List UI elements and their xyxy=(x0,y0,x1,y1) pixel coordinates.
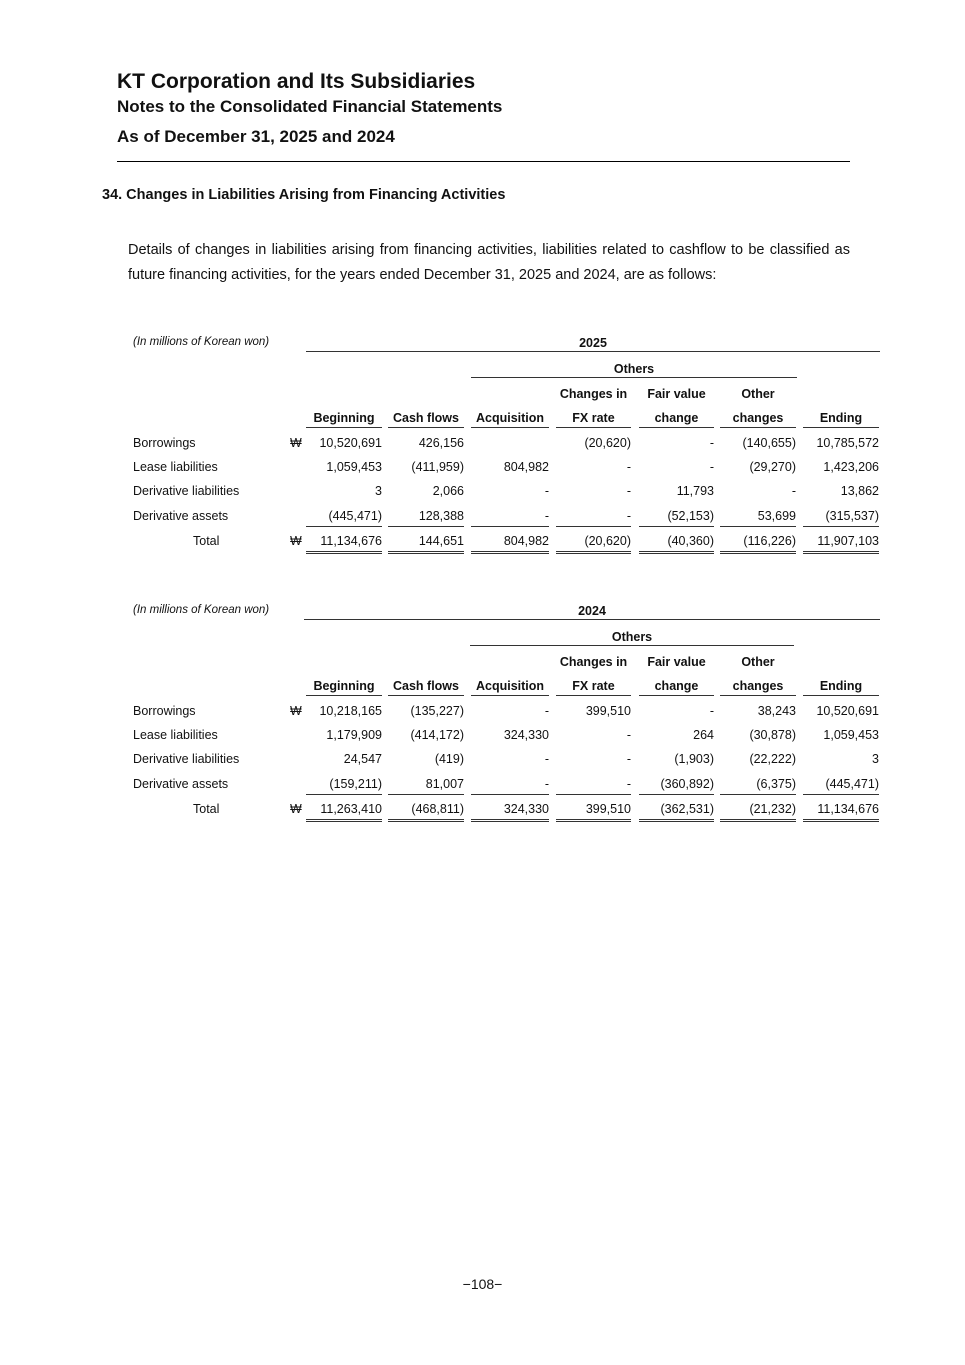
cell-value: (315,537) xyxy=(825,509,879,523)
column-header-fv-bottom: change xyxy=(654,411,699,425)
column-header-other-top: Other xyxy=(741,655,775,669)
year-underline xyxy=(304,619,880,620)
subtotal-underline xyxy=(803,794,879,795)
column-header-underline xyxy=(803,427,879,428)
others-underline xyxy=(470,645,794,646)
total-double-underline xyxy=(803,819,879,820)
cell-value: (140,655) xyxy=(742,436,796,450)
total-double-underline xyxy=(639,553,714,554)
total-double-underline xyxy=(388,553,464,554)
others-group-label: Others xyxy=(613,362,655,376)
cell-value: - xyxy=(544,752,549,766)
cell-value: - xyxy=(791,484,796,498)
cell-value: 11,263,410 xyxy=(320,802,382,816)
year-label: 2025 xyxy=(579,336,607,350)
cell-value: (362,531) xyxy=(660,802,714,816)
column-header-underline xyxy=(720,427,796,428)
total-double-underline xyxy=(306,553,382,554)
cell-value: (116,226) xyxy=(743,534,796,548)
cell-value: - xyxy=(626,509,631,523)
cell-value: 804,982 xyxy=(503,460,549,474)
column-header-underline xyxy=(720,695,796,696)
total-double-underline xyxy=(388,821,464,822)
cell-value: - xyxy=(709,704,714,718)
subtotal-underline xyxy=(471,794,549,795)
cell-value: 11,134,676 xyxy=(817,802,879,816)
cell-value: (21,232) xyxy=(749,802,796,816)
currency-symbol: ₩ xyxy=(290,534,302,548)
cell-value: 11,793 xyxy=(676,484,714,498)
year-label: 2024 xyxy=(578,604,606,618)
total-double-underline xyxy=(306,551,382,552)
subtotal-underline xyxy=(388,794,464,795)
currency-symbol: ₩ xyxy=(290,436,302,450)
cell-value: 128,388 xyxy=(418,509,464,523)
total-double-underline xyxy=(720,553,796,554)
row-label: Derivative assets xyxy=(133,509,229,523)
total-double-underline xyxy=(556,553,631,554)
total-double-underline xyxy=(639,819,714,820)
cell-value: 324,330 xyxy=(503,728,549,742)
total-double-underline xyxy=(388,551,464,552)
cell-value: - xyxy=(626,728,631,742)
column-header-other-top: Other xyxy=(741,387,775,401)
column-header-underline xyxy=(556,695,631,696)
section-title: 34. Changes in Liabilities Arising from Financing Activities xyxy=(102,187,506,203)
header-divider xyxy=(117,161,850,162)
cell-value: 324,330 xyxy=(503,802,549,816)
total-double-underline xyxy=(471,553,549,554)
row-label: Borrowings xyxy=(133,436,196,450)
column-header-fv-top: Fair value xyxy=(647,387,706,401)
cell-value: 399,510 xyxy=(585,802,631,816)
row-label: Derivative liabilities xyxy=(133,752,240,766)
total-double-underline xyxy=(639,551,714,552)
subtotal-underline xyxy=(388,526,464,527)
column-header-underline xyxy=(639,427,714,428)
cell-value: - xyxy=(544,704,549,718)
row-label: Derivative liabilities xyxy=(133,484,240,498)
total-double-underline xyxy=(803,553,879,554)
column-header-fv-bottom: change xyxy=(654,679,699,693)
cell-value: 24,547 xyxy=(343,752,382,766)
company-name: KT Corporation and Its Subsidiaries xyxy=(117,70,476,93)
section-intro: Details of changes in liabilities arising from financing activities, liabilities related to cashflow to be classified as future financing activities, for the years ended December 31, 2025 and 2024, are as follows: xyxy=(128,242,850,283)
column-header-fv-top: Fair value xyxy=(647,655,706,669)
column-header-underline xyxy=(803,695,879,696)
subtotal-underline xyxy=(639,794,714,795)
cell-value: - xyxy=(544,777,549,791)
cell-value: (29,270) xyxy=(749,460,796,474)
subtotal-underline xyxy=(306,526,382,527)
row-label: Lease liabilities xyxy=(133,460,218,474)
subtotal-underline xyxy=(556,794,631,795)
cell-value: - xyxy=(626,752,631,766)
total-double-underline xyxy=(471,821,549,822)
column-header-other-bottom: changes xyxy=(732,679,784,693)
total-double-underline xyxy=(720,821,796,822)
total-double-underline xyxy=(720,551,796,552)
cell-value: - xyxy=(709,436,714,450)
document-subtitle: Notes to the Consolidated Financial Statements xyxy=(117,97,503,116)
column-header-underline xyxy=(388,695,464,696)
column-header-cash-flows: Cash flows xyxy=(393,411,459,425)
row-label: Derivative assets xyxy=(133,777,229,791)
cell-value: 81,007 xyxy=(425,777,464,791)
total-double-underline xyxy=(306,819,382,820)
cell-value: - xyxy=(626,484,631,498)
cell-value: - xyxy=(626,777,631,791)
subtotal-underline xyxy=(720,526,796,527)
total-double-underline xyxy=(471,819,549,820)
row-label: Total xyxy=(193,534,220,548)
cell-value: (419) xyxy=(434,752,464,766)
total-double-underline xyxy=(388,819,464,820)
others-underline xyxy=(471,377,797,378)
cell-value: (445,471) xyxy=(825,777,879,791)
cell-value: (360,892) xyxy=(660,777,714,791)
cell-value: (22,222) xyxy=(749,752,796,766)
cell-value: (6,375) xyxy=(756,777,796,791)
cell-value: 144,651 xyxy=(418,534,464,548)
cell-value: (468,811) xyxy=(411,802,464,816)
cell-value: 2,066 xyxy=(432,484,464,498)
subtotal-underline xyxy=(556,526,631,527)
cell-value: (1,903) xyxy=(674,752,714,766)
total-double-underline xyxy=(720,819,796,820)
cell-value: 3 xyxy=(872,752,879,766)
column-header-acquisition: Acquisition xyxy=(475,679,545,693)
cell-value: 1,059,453 xyxy=(823,728,879,742)
column-header-ending: Ending xyxy=(819,679,863,693)
column-header-underline xyxy=(556,427,631,428)
cell-value: 804,982 xyxy=(503,534,549,548)
column-header-fx-top: Changes in xyxy=(559,387,628,401)
cell-value: 53,699 xyxy=(757,509,796,523)
cell-value: (20,620) xyxy=(584,534,631,548)
cell-value: 11,907,103 xyxy=(817,534,879,548)
column-header-underline xyxy=(306,695,382,696)
cell-value: 10,785,572 xyxy=(816,436,879,450)
subtotal-underline xyxy=(803,526,879,527)
total-double-underline xyxy=(471,551,549,552)
cell-value: 399,510 xyxy=(585,704,631,718)
cell-value: - xyxy=(544,509,549,523)
unit-label: (In millions of Korean won) xyxy=(133,336,270,348)
cell-value: 264 xyxy=(693,728,714,742)
cell-value: 1,423,206 xyxy=(823,460,879,474)
total-double-underline xyxy=(306,821,382,822)
total-double-underline xyxy=(556,821,631,822)
cell-value: 11,134,676 xyxy=(320,534,382,548)
cell-value: 1,059,453 xyxy=(326,460,382,474)
total-double-underline xyxy=(556,551,631,552)
cell-value: 10,520,691 xyxy=(816,704,879,718)
subtotal-underline xyxy=(639,526,714,527)
column-header-underline xyxy=(471,427,549,428)
total-double-underline xyxy=(639,821,714,822)
others-group-label: Others xyxy=(611,630,653,644)
cell-value: - xyxy=(709,460,714,474)
cell-value: (135,227) xyxy=(410,704,464,718)
cell-value: 426,156 xyxy=(418,436,464,450)
cell-value: (445,471) xyxy=(328,509,382,523)
column-header-fx-bottom: FX rate xyxy=(572,679,615,693)
column-header-fx-top: Changes in xyxy=(559,655,628,669)
cell-value: (52,153) xyxy=(667,509,714,523)
column-header-ending: Ending xyxy=(819,411,863,425)
currency-symbol: ₩ xyxy=(290,802,302,816)
subtotal-underline xyxy=(306,794,382,795)
unit-label: (In millions of Korean won) xyxy=(133,604,270,616)
currency-symbol: ₩ xyxy=(290,704,302,718)
cell-value: (40,360) xyxy=(667,534,714,548)
year-underline xyxy=(306,351,880,352)
period-label: As of December 31, 2025 and 2024 xyxy=(117,127,395,146)
subtotal-underline xyxy=(471,526,549,527)
total-double-underline xyxy=(803,551,879,552)
total-double-underline xyxy=(803,821,879,822)
cell-value: - xyxy=(544,484,549,498)
subtotal-underline xyxy=(720,794,796,795)
column-header-beginning: Beginning xyxy=(313,679,375,693)
column-header-fx-bottom: FX rate xyxy=(572,411,615,425)
column-header-underline xyxy=(639,695,714,696)
cell-value: - xyxy=(626,460,631,474)
column-header-underline xyxy=(471,695,549,696)
cell-value: 10,520,691 xyxy=(319,436,382,450)
column-header-acquisition: Acquisition xyxy=(475,411,545,425)
cell-value: (159,211) xyxy=(329,777,382,791)
column-header-other-bottom: changes xyxy=(732,411,784,425)
cell-value: 13,862 xyxy=(840,484,879,498)
cell-value: (30,878) xyxy=(749,728,796,742)
column-header-cash-flows: Cash flows xyxy=(393,679,459,693)
cell-value: 3 xyxy=(375,484,382,498)
row-label: Borrowings xyxy=(133,704,196,718)
cell-value: 38,243 xyxy=(757,704,796,718)
column-header-beginning: Beginning xyxy=(313,411,375,425)
row-label: Lease liabilities xyxy=(133,728,218,742)
cell-value: 1,179,909 xyxy=(326,728,382,742)
column-header-underline xyxy=(306,427,382,428)
total-double-underline xyxy=(556,819,631,820)
cell-value: (414,172) xyxy=(410,728,464,742)
row-label: Total xyxy=(193,802,220,816)
cell-value: (411,959) xyxy=(411,460,464,474)
column-header-underline xyxy=(388,427,464,428)
cell-value: (20,620) xyxy=(584,436,631,450)
cell-value: 10,218,165 xyxy=(319,704,382,718)
page-number: −108− xyxy=(462,1276,503,1292)
